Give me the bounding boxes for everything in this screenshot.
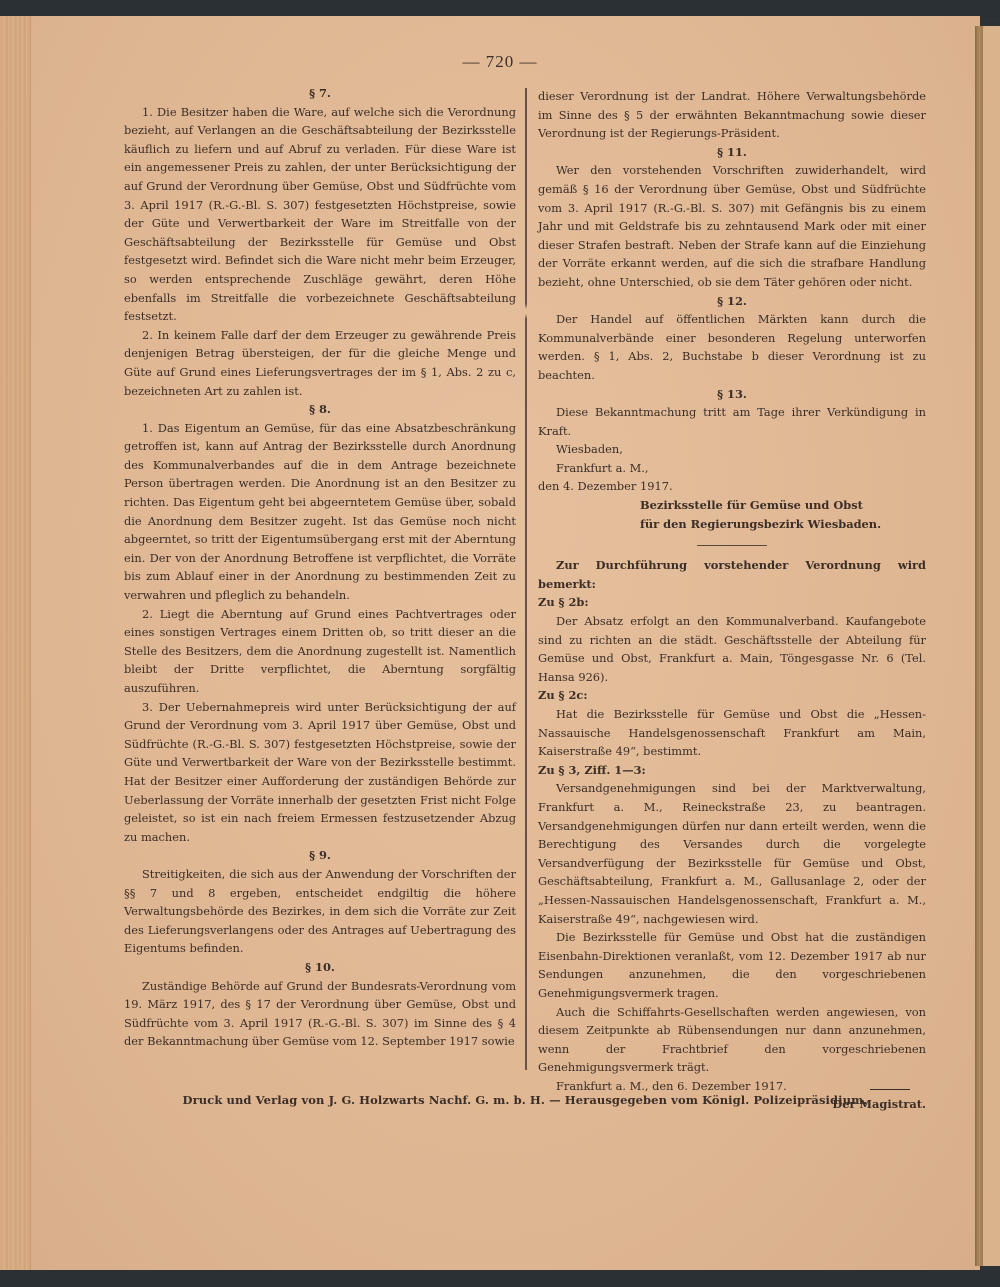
- section-separator-rule: [697, 545, 767, 546]
- place-frankfurt: Frankfurt a. M.,: [556, 460, 649, 475]
- signature-magistrat: Der Magistrat.: [832, 1097, 926, 1112]
- issue-date-1: den 4. Dezember 1917.: [538, 479, 673, 494]
- section-8-paragraph-1: 1. Das Eigentum an Gemüse, für das eine Absatzbeschränkung getroffen ist, kann auf Antrag der Bezirksstelle durch Anordnung des Kommunalverbandes auf die in dem Antrage bezeichnete Person übertragen werden. Die Anordnung ist an den Besitzer zu richten. Das Eigentum geht bei abgeerntetem Gemüse über, sobald die Anordnung dem Besitzer zugeht. Ist das Gemüse noch nicht abgeerntet, so tritt der Eigentumsübergang erst mit der Aberntung ein. Der von der Anordnung Betroffene ist verpflichtet, die Vorräte bis zum Ablauf einer in der Anordnung zu bestimmenden Zeit zu verwahren und pfleglich zu behandeln.: [124, 420, 516, 603]
- column-divider: [525, 88, 527, 1070]
- section-10-paragraph-1: Zuständige Behörde auf Grund der Bundesrats-Verordnung vom 19. März 1917, des § 17 der Verordnung über Gemüse, Obst und Südfrüchte vom 3. April 1917 (R.-G.-Bl. S. 307) im Sinne des § 4 der Bekanntmachung über Gemüse vom 12. September 1917 sowie: [124, 978, 516, 1049]
- page-edge-shadow: [975, 26, 983, 1266]
- page-number: — 720 —: [462, 52, 538, 71]
- section-heading-8: § 8.: [309, 402, 331, 417]
- right-column: [538, 87, 926, 1114]
- imprint-footer: Druck und Verlag von J. G. Holzwarts Nachf. G. m. b. H. — Herausgegeben vom Königl. Polizeipräsidium.: [182, 1093, 868, 1107]
- notes-intro: Zur Durchführung vorstehender Verordnung wird bemerkt:: [538, 558, 926, 591]
- scan-background-bottom: [0, 1270, 1000, 1287]
- issue-date-2: Frankfurt a. M., den 6. Dezember 1917.: [556, 1078, 787, 1093]
- section-heading-9: § 9.: [309, 848, 331, 863]
- section-7-paragraph-1: 1. Die Besitzer haben die Ware, auf welche sich die Verordnung bezieht, auf Verlangen an die Geschäftsabteilung der Bezirksstelle käuflich zu liefern und auf Abruf zu verladen. Für diese Ware ist ein angemessener Preis zu zahlen, der unter Berücksichtigung der auf Grund der Verordnung über Gemüse, Obst und Südfrüchte vom 3. April 1917 (R.-G.-Bl. S. 307) festgesetzten Höchstpreise, sowie der Güte und Verwertbarkeit der Ware im Streitfalle von der Geschäftsabteilung der Bezirksstelle für Gemüse und Obst festgesetzt wird. Befindet sich die Ware nicht mehr beim Erzeuger, so werden entsprechende Zuschläge gewährt, deren Höhe ebenfalls im Streitfalle die vorbezeichnete Geschäftsabteilung festsetzt.: [124, 104, 516, 324]
- next-page-leaf: [983, 26, 1000, 1266]
- notes-subhead-2b: Zu § 2b:: [538, 595, 589, 610]
- section-13-paragraph-1: Diese Bekanntmachung tritt am Tage ihrer Verkündigung in Kraft.: [538, 405, 926, 438]
- section-10-continuation: dieser Verordnung ist der Landrat. Höhere Verwaltungsbehörde im Sinne des § 5 der erwähnten Bekanntmachung sowie dieser Verordnung ist der Regierungs-Präsident.: [538, 89, 926, 141]
- notes-text-3a: Versandgenehmigungen sind bei der Marktverwaltung, Frankfurt a. M., Reineckstraße 23, zu beantragen. Versandgenehmigungen dürfen nur dann erteilt werden, wenn die Berechtigung des Versandes durch die vorgelegte Versandverfügung der Bezirksstelle für Gemüse und Obst, Geschäftsabteilung, Frankfurt a. M., Gallusanlage 2, oder der „Hessen-Nassauischen Handelsgenossenschaft, Frankfurt a. M., Kaiserstraße 49“, nachgewiesen wird.: [538, 781, 926, 926]
- section-heading-12: § 12.: [717, 293, 747, 308]
- notes-text-3c: Auch die Schiffahrts-Gesellschaften werden angewiesen, von diesem Zeitpunkte ab Rübensendungen nur dann anzunehmen, wenn der Frachtbrief den vorgeschriebenen Genehmigungsvermerk trägt.: [538, 1004, 926, 1075]
- section-9-paragraph-1: Streitigkeiten, die sich aus der Anwendung der Vorschriften der §§ 7 und 8 ergeben, entscheidet endgiltig die höhere Verwaltungsbehörde des Bezirkes, in dem sich die Vorräte zur Zeit des Lieferungsverlangens oder des Antrages auf Uebertragung des Eigentums befinden.: [124, 866, 516, 956]
- signature-bezirksstelle-line-1: Bezirksstelle für Gemüse und Obst: [640, 498, 863, 513]
- section-8-paragraph-2: 2. Liegt die Aberntung auf Grund eines Pachtvertrages oder eines sonstigen Vertrages einem Dritten ob, so tritt dieser an die Stelle des Besitzers, dem die Anordnung zugestellt ist. Namentlich bleibt der Dritte verpflichtet, die Aberntung sorgfältig auszuführen.: [124, 606, 516, 695]
- section-7-paragraph-2: 2. In keinem Falle darf der dem Erzeuger zu gewährende Preis denjenigen Betrag übersteigen, der für die gleiche Menge und Güte auf Grund eines Lieferungsvertrages der im § 1, Abs. 2 zu c, bezeichneten Art zu zahlen ist.: [124, 327, 516, 398]
- footer-rule: [870, 1089, 910, 1090]
- section-heading-13: § 13.: [717, 386, 747, 401]
- section-heading-10: § 10.: [305, 959, 335, 974]
- notes-text-2b: Der Absatz erfolgt an den Kommunalverband. Kaufangebote sind zu richten an die städt. Geschäftsstelle der Abteilung für Gemüse und Obst, Frankfurt a. Main, Töngesgasse Nr. 6 (Tel. Hansa 926).: [538, 614, 926, 684]
- section-8-paragraph-3: 3. Der Uebernahmepreis wird unter Berücksichtigung der auf Grund der Verordnung vom 3. April 1917 über Gemüse, Obst und Südfrüchte (R.-G.-Bl. S. 307) festgesetzten Höchstpreise, sowie der Güte und Verwertbarkeit der Ware von der Bezirksstelle bestimmt. Hat der Besitzer einer Aufforderung der zuständigen Behörde zur Ueberlassung der Vorräte innerhalb der gesetzten Frist nicht Folge geleistet, so ist ein nach freiem Ermessen festzusetzender Abzug zu machen.: [124, 699, 516, 844]
- notes-text-3b: Die Bezirksstelle für Gemüse und Obst hat die zuständigen Eisenbahn-Direktionen veranlaßt, vom 12. Dezember 1917 ab nur Sendungen anzunehmen, die den vorgeschriebenen Genehmigungsvermerk tragen.: [538, 930, 926, 1000]
- notes-subhead-2c: Zu § 2c:: [538, 688, 588, 703]
- notes-subhead-3: Zu § 3, Ziff. 1—3:: [538, 762, 646, 777]
- section-11-paragraph-1: Wer den vorstehenden Vorschriften zuwiderhandelt, wird gemäß § 16 der Verordnung über Gemüse, Obst und Südfrüchte vom 3. April 1917 (R.-G.-Bl. S. 307) mit Gefängnis bis zu einem Jahr und mit Geldstrafe bis zu zehntausend Mark oder mit einer dieser Strafen bestraft. Neben der Strafe kann auf die Einziehung der Vorräte erkannt werden, auf die sich die strafbare Handlung bezieht, ohne Unterschied, ob sie dem Täter gehören oder nicht.: [538, 163, 926, 289]
- left-column: [124, 84, 516, 1051]
- section-heading-7: § 7.: [309, 86, 331, 100]
- place-wiesbaden: Wiesbaden,: [556, 442, 623, 457]
- notes-text-2c: Hat die Bezirksstelle für Gemüse und Obst die „Hessen-Nassauische Handelsgenossenschaft Frankfurt am Main, Kaiserstraße 49“, bestimmt.: [538, 707, 926, 759]
- signature-bezirksstelle-line-2: für den Regierungsbezirk Wiesbaden.: [640, 516, 882, 531]
- section-heading-11: § 11.: [717, 144, 747, 159]
- section-12-paragraph-1: Der Handel auf öffentlichen Märkten kann durch die Kommunalverbände einer besonderen Regelung unterworfen werden. § 1, Abs. 2, Buchstabe b dieser Verordnung ist zu beachten.: [538, 312, 926, 382]
- book-spine-edge: [0, 16, 31, 1271]
